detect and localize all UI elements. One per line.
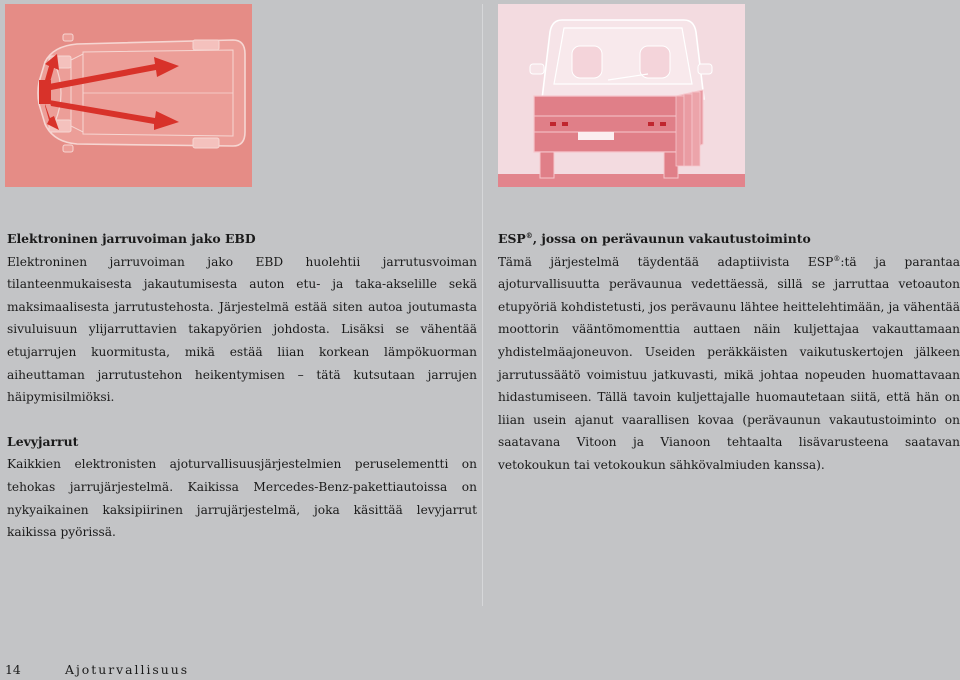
page-number: 14 bbox=[5, 662, 21, 677]
esp-heading-brand: ESP bbox=[498, 231, 526, 246]
section-title: Ajoturvallisuus bbox=[65, 662, 190, 677]
esp-heading bbox=[498, 228, 960, 251]
esp-paragraph-start: Tämä järjestelmä täydentää adaptiivista ESP bbox=[498, 254, 834, 269]
esp-paragraph bbox=[498, 251, 960, 477]
disc-brakes-paragraph: Kaikkien elektronisten ajoturvallisuusjärjestelmien peruselementti on tehokas jarrujärjestelmä. Kaikissa Mercedes-Benz-pakettiautoissa on nykyaikainen kaksipiirinen jarrujärjestelmä, joka käsittää levyjarrut kaikissa pyörissä. bbox=[7, 457, 477, 540]
left-text-column bbox=[7, 228, 477, 544]
esp-heading-registered-mark: ® bbox=[525, 230, 533, 240]
column-divider bbox=[482, 4, 483, 606]
esp-trailer-illustration bbox=[498, 4, 745, 187]
spacer bbox=[7, 409, 477, 431]
van-topview-diagram bbox=[5, 4, 252, 187]
ebd-illustration bbox=[5, 4, 252, 187]
ebd-paragraph: Elektroninen jarruvoiman jako EBD huolehtii jarrutusvoiman tilanteenmukaisesta jakautumisesta auton etu- ja taka-akselille sekä maksimaalisesta jarrutustehosta. Järjestelmä estää siten autoa joutumasta sivuluisuun ylijarruttavien takapyörien johdosta. Lisäksi se vähentää etujarrujen kuormitusta, mikä estää liian korkean lämpökuorman aiheuttaman jarrutustehon heikentymisen – tätä kutsutaan jarrujen häipymisilmiöksi. bbox=[7, 254, 477, 405]
esp-paragraph-rest: :tä ja parantaa ajoturvallisuutta perävaunua vedettäessä, sillä se jarruttaa vetoauton etupyöriä kohdistetusti, jos perävaunu lähtee heittelehtimään, ja vähentää moottorin vääntömomenttia auttaen näin kuljettajaa vakauttamaan yhdistelmäajoneuvon. Useiden peräkkäisten vaikutuskertojen jälkeen jarrutussäätö voimistuu jatkuvasti, mikä johtaa nopeuden huomattavaan hidastumiseen. Tällä tavoin kuljettajalle huomautetaan siitä, että hän on liian usein ajanut vaarallisen kovaa (perävaunun vakautustoiminto on saatavana Vitoon ja Vianoon tehtaalta lisävarusteena saatavan vetokoukun tai vetokoukun sähkövalmiuden kanssa). bbox=[498, 254, 960, 472]
disc-brakes-heading: Levyjarrut bbox=[7, 433, 79, 449]
van-trailer-diagram bbox=[498, 4, 745, 187]
page-footer bbox=[5, 661, 189, 679]
right-text-column bbox=[498, 228, 960, 477]
esp-heading-text: , jossa on perävaunun vakautustoiminto bbox=[532, 231, 811, 246]
ebd-heading: Elektroninen jarruvoiman jako EBD bbox=[7, 231, 256, 246]
esp-paragraph-registered-mark: ® bbox=[833, 254, 841, 263]
